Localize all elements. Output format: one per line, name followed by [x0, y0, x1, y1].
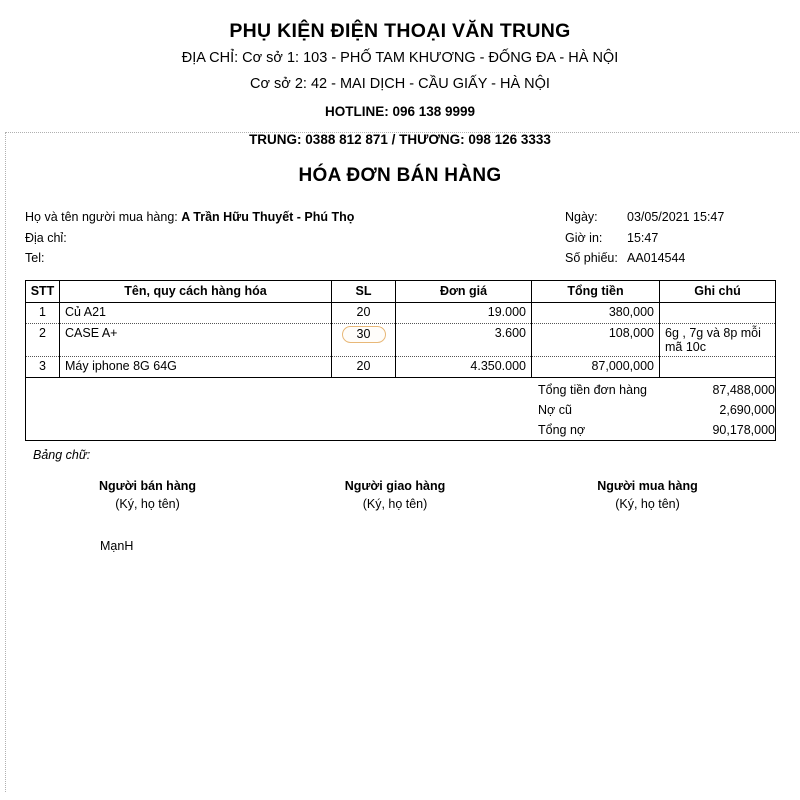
cell-item-name: Máy iphone 8G 64G — [60, 357, 332, 378]
signature-seller-title: Người bán hàng — [98, 479, 197, 494]
cell-quantity: 20 — [332, 357, 396, 378]
amount-in-words — [33, 448, 800, 462]
summary-row — [26, 378, 776, 441]
seller-signature-name: MạnH — [100, 539, 134, 554]
cell-stt: 1 — [26, 303, 60, 324]
items-table-head — [26, 281, 776, 303]
summary-value-0: 87,488,000 — [712, 383, 775, 398]
address-label: Địa chỉ: — [25, 230, 67, 245]
cell-note — [660, 357, 776, 378]
cell-item-name: Củ A21 — [60, 303, 332, 324]
cell-note: 6g , 7g và 8p mỗi mã 10c — [660, 324, 776, 357]
shop-address-line-1: ĐỊA CHỈ: Cơ sở 1: 103 - PHỐ TAM KHƯƠNG - ĐỐNG ĐA - HÀ NỘI — [181, 50, 619, 66]
summary-labels — [538, 381, 657, 440]
invoice-meta — [25, 207, 775, 268]
buyer-label: Họ và tên người mua hàng: — [25, 210, 178, 225]
date-label: Ngày: — [565, 210, 598, 225]
buyer-name: A Trần Hữu Thuyết - Phú Thọ — [181, 210, 355, 225]
print-time-label: Giờ in: — [565, 230, 603, 245]
signature-buyer-subtitle: (Ký, họ tên) — [615, 497, 680, 512]
summary-value-2: 90,178,000 — [712, 422, 775, 437]
summary-label-1: Nợ cũ — [538, 402, 572, 417]
date-row — [565, 207, 775, 227]
tel-label: Tel: — [25, 250, 45, 265]
cell-stt: 2 — [26, 324, 60, 357]
table-row — [26, 303, 776, 324]
shop-hotline-line-1: HOTLINE: 096 138 9999 — [324, 104, 476, 120]
signature-buyer-title: Người mua hàng — [597, 479, 698, 494]
cell-amount: 108,000 — [532, 324, 660, 357]
cell-amount: 87,000,000 — [532, 357, 660, 378]
cell-note — [660, 303, 776, 324]
column-header-price: Đơn giá — [396, 281, 532, 303]
invoice-page — [0, 20, 800, 800]
date-value: 03/05/2021 15:47 — [627, 210, 725, 225]
cell-stt: 3 — [26, 357, 60, 378]
amount-in-words-label: Bảng chữ: — [33, 448, 91, 463]
receipt-no-value: AA014544 — [627, 250, 686, 265]
signature-seller-subtitle: (Ký, họ tên) — [115, 497, 180, 512]
signature-deliverer — [270, 479, 520, 511]
cell-amount: 380,000 — [532, 303, 660, 324]
document-title: HÓA ĐƠN BÁN HÀNG — [298, 165, 502, 187]
column-header-name: Tên, quy cách hàng hóa — [60, 281, 332, 303]
signature-row — [25, 479, 775, 511]
shop-hotline-line-2: TRUNG: 0388 812 871 / THƯƠNG: 098 126 3333 — [249, 131, 551, 147]
table-header-row — [26, 281, 776, 303]
cell-quantity: 20 — [332, 303, 396, 324]
column-header-total: Tổng tiền — [532, 281, 660, 303]
summary-cell — [26, 378, 776, 441]
summary-block — [26, 378, 775, 440]
column-header-qty: SL — [332, 281, 396, 303]
cell-item-name: CASE A+ — [60, 324, 332, 357]
invoice-meta-right — [565, 207, 775, 268]
signature-seller — [25, 479, 270, 511]
summary-values — [657, 381, 775, 440]
column-header-stt: STT — [26, 281, 60, 303]
address-row — [25, 228, 354, 248]
tel-row — [25, 248, 354, 268]
shop-name: PHỤ KIỆN ĐIỆN THOẠI VĂN TRUNG — [229, 20, 571, 42]
items-table-wrap — [25, 280, 775, 441]
print-time-row — [565, 228, 775, 248]
shop-address-line-2: Cơ sở 2: 42 - MAI DỊCH - CẦU GIẤY - HÀ NỘI — [250, 75, 550, 92]
column-header-note: Ghi chú — [660, 281, 776, 303]
quantity-highlight-pill: 30 — [342, 326, 386, 343]
buyer-row — [25, 207, 354, 227]
print-time-value: 15:47 — [627, 230, 659, 245]
signature-buyer — [520, 479, 775, 511]
signature-deliverer-title: Người giao hàng — [344, 479, 446, 494]
items-table — [25, 280, 776, 441]
cell-unit-price: 19.000 — [396, 303, 532, 324]
cell-unit-price: 3.600 — [396, 324, 532, 357]
cell-quantity — [332, 324, 396, 357]
invoice-meta-left — [25, 207, 354, 268]
summary-label-0: Tổng tiền đơn hàng — [538, 383, 647, 398]
cell-unit-price: 4.350.000 — [396, 357, 532, 378]
items-table-body — [26, 303, 776, 441]
signature-deliverer-subtitle: (Ký, họ tên) — [362, 497, 428, 512]
receipt-no-label: Số phiếu: — [565, 250, 618, 265]
summary-label-2: Tổng nợ — [538, 422, 586, 437]
table-row — [26, 357, 776, 378]
table-row — [26, 324, 776, 357]
summary-value-1: 2,690,000 — [719, 402, 775, 417]
receipt-no-row — [565, 248, 775, 268]
